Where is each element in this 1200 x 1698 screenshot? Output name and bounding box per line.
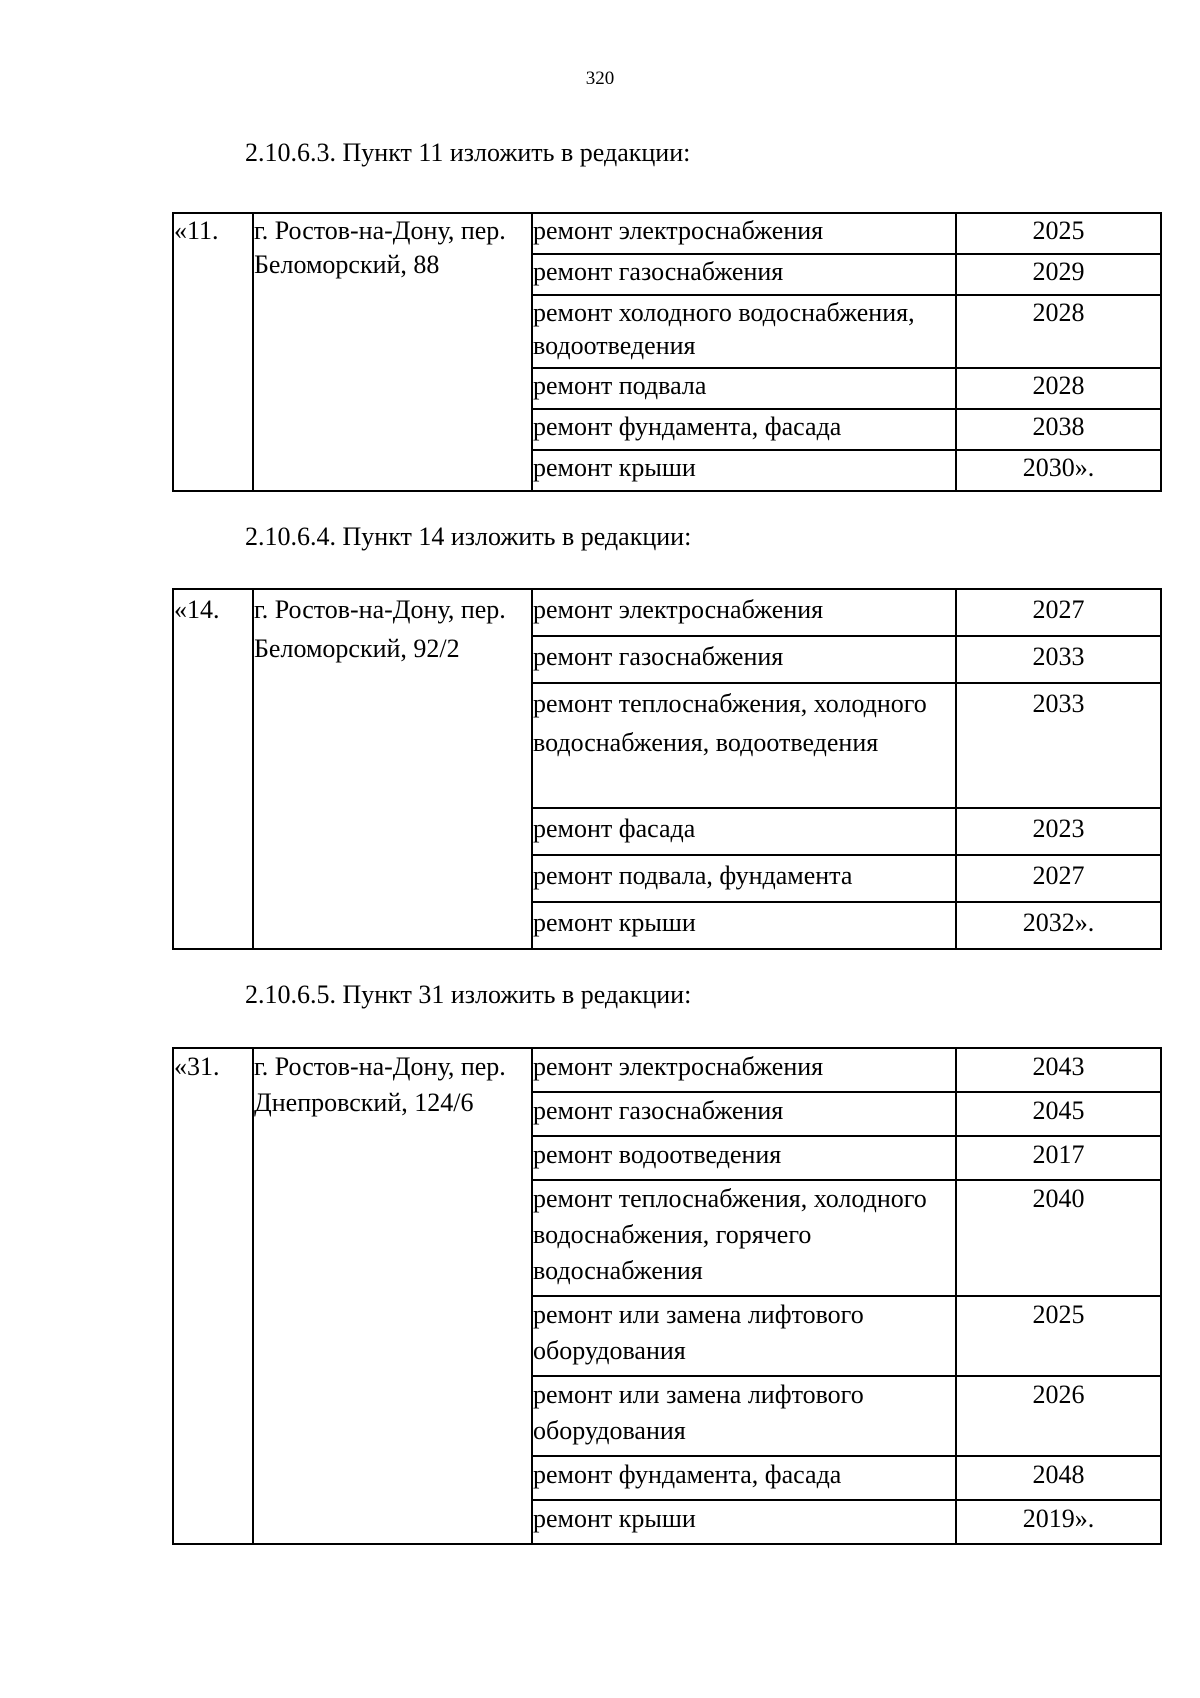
work-cell: ремонт фундамента, фасада <box>532 409 956 450</box>
section-heading-31: 2.10.6.5. Пункт 31 изложить в редакции: <box>245 980 692 1009</box>
year-cell: 2029 <box>956 254 1161 295</box>
section-heading-14: 2.10.6.4. Пункт 14 изложить в редакции: <box>245 522 692 551</box>
year-cell: 2030». <box>956 450 1161 491</box>
work-cell: ремонт или замена лифтового оборудования <box>532 1376 956 1456</box>
work-cell: ремонт холодного водоснабжения, водоотведения <box>532 295 956 368</box>
work-cell: ремонт подвала, фундамента <box>532 855 956 902</box>
year-cell: 2023 <box>956 808 1161 855</box>
work-cell: ремонт электроснабжения <box>532 589 956 636</box>
work-cell: ремонт электроснабжения <box>532 1048 956 1092</box>
item-number: «14. <box>173 589 253 949</box>
year-cell: 2027 <box>956 589 1161 636</box>
work-cell: ремонт газоснабжения <box>532 254 956 295</box>
work-cell: ремонт водоотведения <box>532 1136 956 1180</box>
work-cell: ремонт электроснабжения <box>532 213 956 254</box>
year-cell: 2025 <box>956 213 1161 254</box>
year-cell: 2032». <box>956 902 1161 949</box>
year-cell: 2025 <box>956 1296 1161 1376</box>
year-cell: 2038 <box>956 409 1161 450</box>
table-item-11 <box>172 212 1162 492</box>
year-cell: 2045 <box>956 1092 1161 1136</box>
section-heading-11: 2.10.6.3. Пункт 11 изложить в редакции: <box>245 138 691 167</box>
work-cell: ремонт газоснабжения <box>532 636 956 683</box>
year-cell: 2027 <box>956 855 1161 902</box>
work-cell: ремонт газоснабжения <box>532 1092 956 1136</box>
work-cell: ремонт теплоснабжения, холодного водоснабжения, горячего водоснабжения <box>532 1180 956 1296</box>
table-row <box>173 213 1161 254</box>
item-address: г. Ростов-на-Дону, пер. Днепровский, 124/6 <box>253 1048 532 1544</box>
work-cell: ремонт фундамента, фасада <box>532 1456 956 1500</box>
work-cell: ремонт подвала <box>532 368 956 409</box>
year-cell: 2026 <box>956 1376 1161 1456</box>
item-address: г. Ростов-на-Дону, пер. Беломорский, 92/2 <box>253 589 532 949</box>
work-cell: ремонт крыши <box>532 450 956 491</box>
item-address: г. Ростов-на-Дону, пер. Беломорский, 88 <box>253 213 532 491</box>
year-cell: 2028 <box>956 368 1161 409</box>
year-cell: 2040 <box>956 1180 1161 1296</box>
work-cell: ремонт или замена лифтового оборудования <box>532 1296 956 1376</box>
work-cell: ремонт крыши <box>532 1500 956 1544</box>
table-row <box>173 589 1161 636</box>
year-cell: 2033 <box>956 636 1161 683</box>
work-cell: ремонт теплоснабжения, холодного водоснабжения, водоотведения <box>532 683 956 808</box>
table-item-14 <box>172 588 1162 950</box>
item-number: «11. <box>173 213 253 491</box>
item-number: «31. <box>173 1048 253 1544</box>
table-row <box>173 1048 1161 1092</box>
year-cell: 2019». <box>956 1500 1161 1544</box>
year-cell: 2033 <box>956 683 1161 808</box>
table-item-31 <box>172 1047 1162 1545</box>
year-cell: 2017 <box>956 1136 1161 1180</box>
year-cell: 2043 <box>956 1048 1161 1092</box>
work-cell: ремонт фасада <box>532 808 956 855</box>
page-number: 320 <box>585 68 615 89</box>
work-cell: ремонт крыши <box>532 902 956 949</box>
year-cell: 2048 <box>956 1456 1161 1500</box>
year-cell: 2028 <box>956 295 1161 368</box>
